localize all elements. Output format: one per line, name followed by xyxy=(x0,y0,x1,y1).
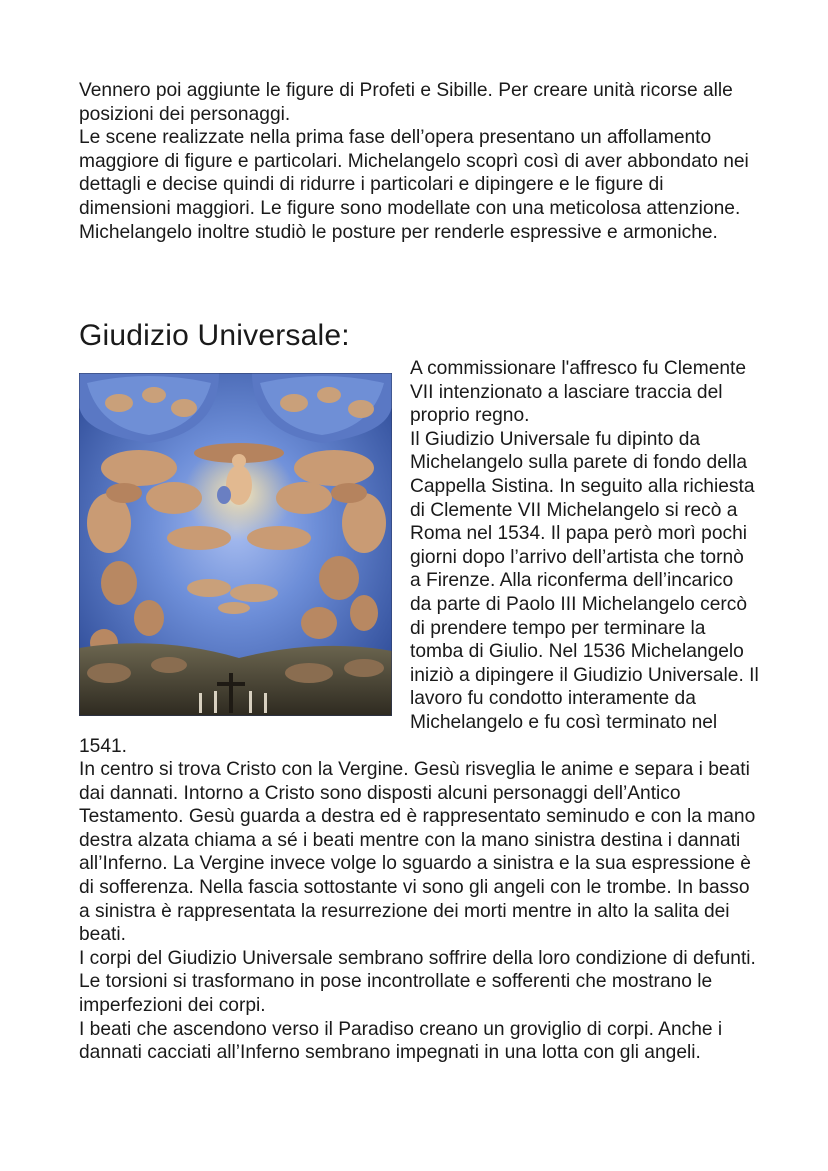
intro-paragraph-1: Vennero poi aggiunte le figure di Profeti e Sibille. Per creare unità ricorse alle posizioni dei personaggi. xyxy=(79,80,733,125)
intro-text xyxy=(79,79,759,244)
section-paragraph-5: I beati che ascendono verso il Paradiso creano un groviglio di corpi. Anche i dannati cacciati all’Inferno sembrano impegnati in una lotta con gli angeli. xyxy=(79,1018,723,1064)
section-paragraph-2: Il Giudizio Universale fu dipinto da Michelangelo sulla parete di fondo della Cappella Sistina. In seguito alla richiesta di Clemente VII Michelangelo si recò a Roma nel 1534. Il papa però morì pochi giorni dopo l’arrivo dell’artista che tornò a Firenze. Alla riconferma dell’incarico da parte di Paolo III Michelangelo cercò di prendere tempo per terminare la tomba di Giulio. Nel 1536 Michelangelo iniziò a dipingere il Giudizio Universale. Il lavoro fu condotto interamente da Michelangelo e fu così terminato nel 1541. xyxy=(79,428,759,757)
section-paragraph-1: A commissionare l'affresco fu Clemente VII intenzionato a lasciare traccia del proprio regno. xyxy=(410,358,747,427)
section-paragraph-3: In centro si trova Cristo con la Vergine. Gesù risveglia le anime e separa i beati dai dannati. Intorno a Cristo sono disposti alcuni personaggi dell’Antico Testamento. Gesù guarda a destra ed è rappresentato seminudo e con la mano destra alzata chiama a sé i beati mentre con la mano sinistra destina i dannati all’Inferno. La Vergine invece volge lo sguardo a sinistra e la sua espressione è di sofferenza. Nella fascia sottostante vi sono gli angeli con le trombe. In basso a sinistra è rappresentata la resurrezione dei morti mentre in alto la salita dei beati. xyxy=(79,759,756,946)
section-body xyxy=(79,357,759,1065)
intro-paragraph-2: Le scene realizzate nella prima fase dell’opera presentano un affollamento maggiore di figure e particolari. Michelangelo scoprì così di aver abbondato nei dettagli e decise quindi di ridurre i particolari e dipingere e le figure di dimensioni maggiori. Le figure sono modellate con una meticolosa attenzione. Michelangelo inoltre studiò le posture per renderle espressive e armoniche. xyxy=(79,127,749,243)
section-title: Giudizio Universale: xyxy=(79,319,350,352)
last-judgment-fresco-image xyxy=(79,373,392,716)
section-paragraph-4: I corpi del Giudizio Universale sembrano soffrire della loro condizione di defunti. Le torsioni si trasformano in pose incontrollate e sofferenti che mostrano le imperfezioni dei corpi. xyxy=(79,947,756,1017)
